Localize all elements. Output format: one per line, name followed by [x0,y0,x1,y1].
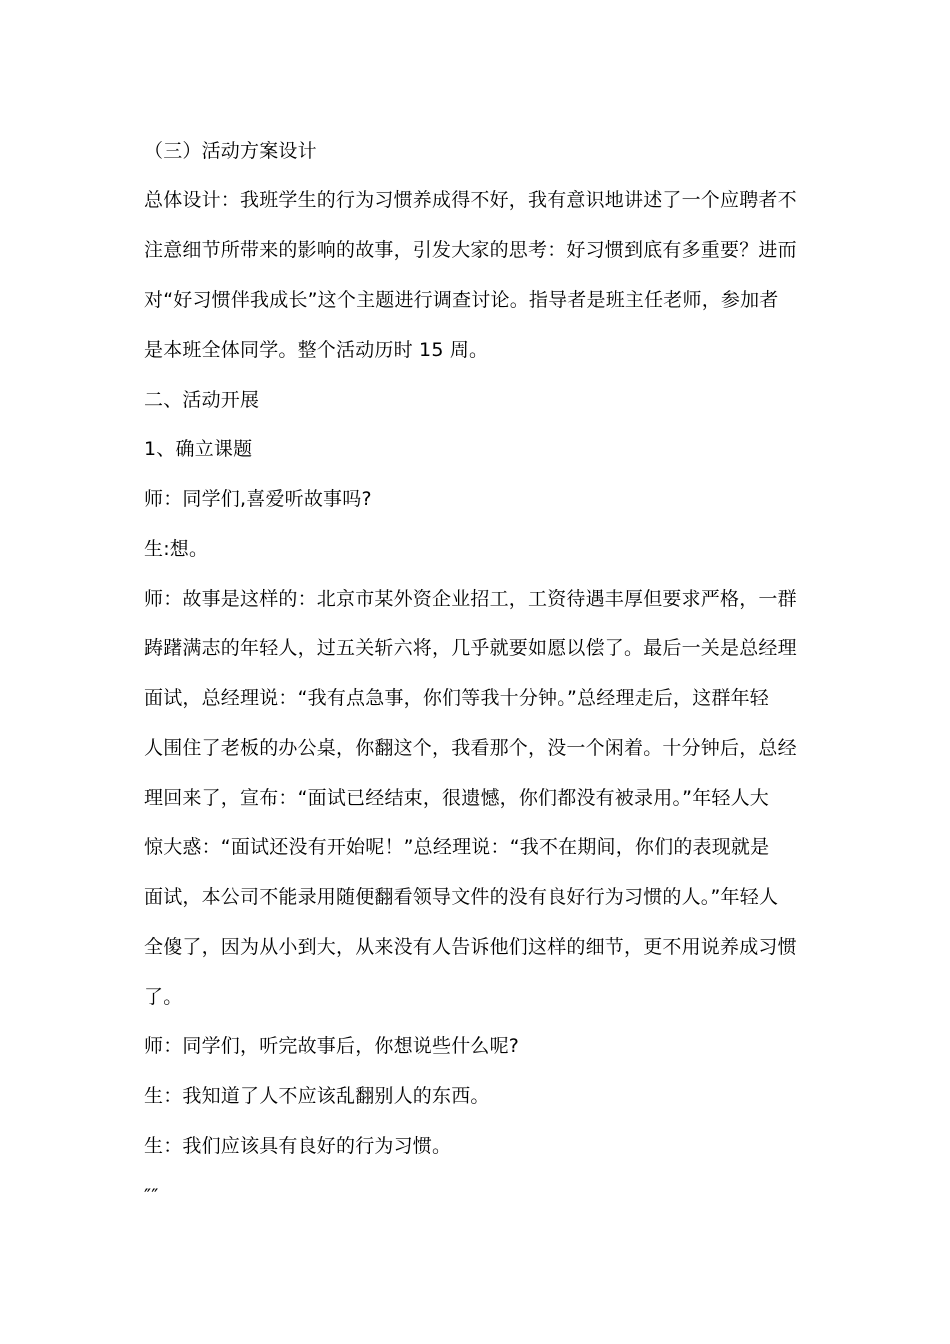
paragraph-line: 理回来了，宣布：“面试已经结束，很遗憾，你们都没有被录用。”年轻人大 [144,787,769,809]
paragraph-line: 惊大惑：“面试还没有开始呢！”总经理说：“我不在期间，你们的表现就是 [144,836,770,858]
paragraph-line: 人围住了老板的办公桌，你翻这个，我看那个，没一个闲着。十分钟后，总经 [144,737,797,759]
paragraph-line: 对“好习惯伴我成长”这个主题进行调查讨论。指导者是班主任老师，参加者 [144,289,779,311]
paragraph-line: 注意细节所带来的影响的故事，引发大家的思考：好习惯到底有多重要？进而 [144,239,797,261]
section-heading: （三）活动方案设计 [144,140,317,162]
paragraph-line: 了。 [144,986,183,1008]
paragraph-line: 面试，本公司不能录用随便翻看领导文件的没有良好行为习惯的人。”年轻人 [144,886,779,908]
dialogue-line: 生:想。 [144,538,209,560]
quote-marks: ″″ [144,1185,159,1207]
paragraph-line: 师：故事是这样的：北京市某外资企业招工，工资待遇丰厚但要求严格，一群 [144,588,797,610]
paragraph-line: 全傻了，因为从小到大，从来没有人告诉他们这样的细节，更不用说养成习惯 [144,936,797,958]
dialogue-line: 生：我们应该具有良好的行为习惯。 [144,1135,452,1157]
paragraph-line: 是本班全体同学。整个活动历时 15 周。 [144,339,489,361]
section-heading: 二、活动开展 [144,389,260,411]
subsection-heading: 1、确立课题 [144,438,253,460]
dialogue-line: 师：同学们，听完故事后，你想说些什么呢? [144,1035,520,1057]
dialogue-line: 师：同学们,喜爱听故事吗? [144,488,372,510]
paragraph-line: 面试，总经理说：“我有点急事，你们等我十分钟。”总经理走后，这群年轻 [144,687,769,709]
paragraph-line: 踌躇满志的年轻人，过五关斩六将，几乎就要如愿以偿了。最后一关是总经理 [144,637,797,659]
paragraph-line: 总体设计：我班学生的行为习惯养成得不好，我有意识地讲述了一个应聘者不 [144,189,797,211]
dialogue-line: 生：我知道了人不应该乱翻别人的东西。 [144,1085,490,1107]
